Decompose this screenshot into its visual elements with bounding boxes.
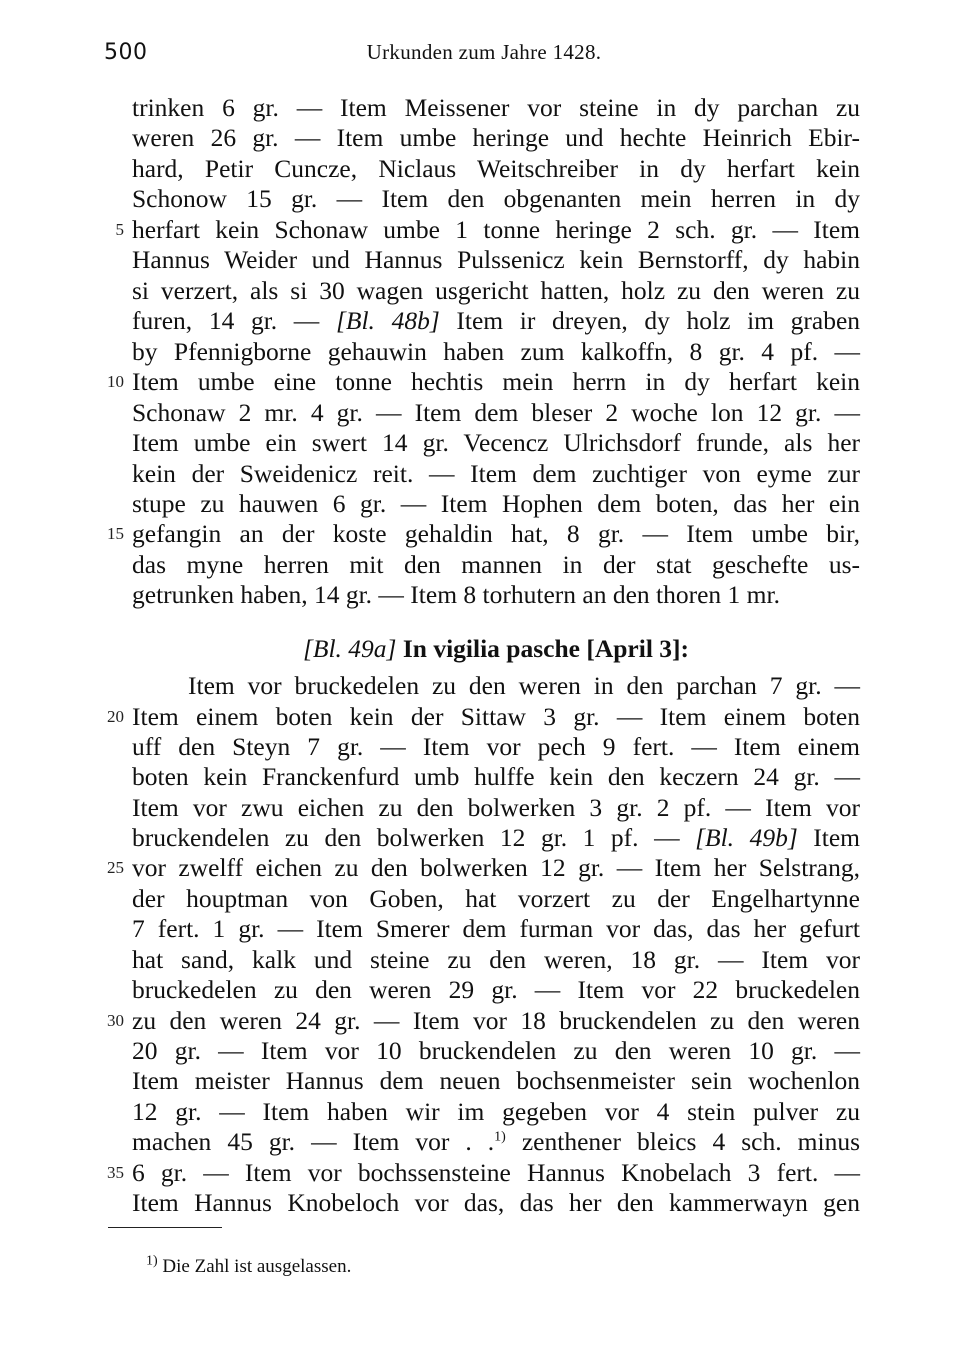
footnote	[146, 1254, 351, 1280]
line-number: 5	[115, 220, 124, 239]
line-number: 30	[107, 1011, 124, 1030]
text-line: Item einem boten kein der Sittaw 3 gr. — Item einem boten	[132, 702, 860, 731]
text-line	[132, 1127, 860, 1157]
line-number: 15	[107, 524, 124, 543]
footnote-text: Die Zahl ist ausgelassen.	[162, 1256, 352, 1277]
text-line: weren 26 gr. — Item umbe heringe und hechte Heinrich Ebir-	[132, 123, 860, 152]
text-line: boten kein Franckenfurd umb hulffe kein den keczern 24 gr. —	[132, 762, 860, 791]
text-line: Item umbe ein swert 14 gr. Vecencz Ulrichsdorf frunde, als her	[132, 428, 860, 457]
text-line: gefangin an der koste gehaldin hat, 8 gr. — Item umbe bir,	[132, 519, 860, 548]
text-line: der houptman von Goben, hat vorzert zu der Engelhartynne	[132, 884, 860, 913]
footnote-marker: 1)	[146, 1253, 158, 1269]
text-line: si verzert, als si 30 wagen usgericht hatten, holz zu den weren zu	[132, 276, 860, 305]
text-line: 12 gr. — Item haben wir im gegeben vor 4 stein pulver zu	[132, 1097, 860, 1126]
text-line: Hannus Weider und Hannus Pulssenicz kein Bernstorff, dy habin	[132, 245, 860, 274]
text-line: uff den Steyn 7 gr. — Item vor pech 9 fert. — Item einem	[132, 732, 860, 761]
text-line: hat sand, kalk und steine zu den weren, 18 gr. — Item vor	[132, 945, 860, 974]
text-line	[132, 306, 860, 336]
text-segment: bruckendelen zu den bolwerken 12 gr. 1 pf. —	[132, 823, 680, 852]
text-segment: Item	[813, 823, 860, 852]
text-line: 20 gr. — Item vor 10 bruckendelen zu den weren 10 gr. —	[132, 1036, 860, 1065]
text-line: Schonow 15 gr. — Item den obgenanten mein herren in dy	[132, 184, 860, 213]
text-line: Item vor zwu eichen zu den bolwerken 3 gr. 2 pf. — Item vor	[132, 793, 860, 822]
line-number: 10	[107, 372, 124, 391]
folio-reference: [Bl. 48b]	[335, 306, 440, 335]
text-line: Item umbe eine tonne hechtis mein herrn in dy herfart kein	[132, 367, 860, 396]
text-segment: Item ir dreyen, dy holz im graben	[456, 306, 861, 335]
text-line: Item vor bruckedelen zu den weren in den parchan 7 gr. —	[188, 671, 860, 700]
text-line: zu den weren 24 gr. — Item vor 18 bruckendelen zu den weren	[132, 1006, 860, 1035]
text-line: trinken 6 gr. — Item Meissener vor steine in dy parchan zu	[132, 93, 860, 122]
text-line: das myne herren mit den mannen in der stat geschefte us-	[132, 550, 860, 579]
text-line: getrunken haben, 14 gr. — Item 8 torhutern an den thoren 1 mr.	[132, 580, 780, 609]
folio-reference: [Bl. 49b]	[695, 823, 798, 852]
text-line	[132, 823, 860, 853]
footnote-marker: 1)	[494, 1129, 506, 1145]
text-line: 7 fert. 1 gr. — Item Smerer dem furman vor das, das her gefurt	[132, 914, 860, 943]
section-title: In vigilia pasche [April 3]:	[402, 634, 690, 663]
line-number: 25	[107, 858, 124, 877]
line-number: 35	[107, 1163, 124, 1182]
page-number: 500	[104, 40, 148, 65]
text-line: kein der Sweidenicz reit. — Item dem zuchtiger von eyme zur	[132, 459, 860, 488]
text-segment: furen, 14 gr. —	[132, 306, 320, 335]
text-line: stupe zu hauwen 6 gr. — Item Hophen dem boten, das her ein	[132, 489, 860, 518]
text-line: Item meister Hannus dem neuen bochsenmeister sein wochenlon	[132, 1066, 860, 1095]
text-line: herfart kein Schonaw umbe 1 tonne heringe 2 sch. gr. — Item	[132, 215, 860, 244]
text-line: Item Hannus Knobeloch vor das, das her den kammerwayn gen	[132, 1188, 860, 1217]
page-header	[104, 40, 864, 74]
text-line: bruckedelen zu den weren 29 gr. — Item vor 22 bruckedelen	[132, 975, 860, 1004]
line-number: 20	[107, 707, 124, 726]
text-segment: zenthener bleics 4 sch. minus	[521, 1127, 860, 1156]
footnote-divider	[108, 1227, 222, 1228]
text-line: vor zwelff eichen zu den bolwerken 12 gr. — Item her Selstrang,	[132, 853, 860, 882]
folio-reference: [Bl. 49a]	[302, 634, 397, 663]
text-line: 6 gr. — Item vor bochssensteine Hannus Knobelach 3 fert. —	[132, 1158, 860, 1187]
text-line: by Pfennigborne gehauwin haben zum kalkoffn, 8 gr. 4 pf. —	[132, 337, 860, 366]
text-line: Schonaw 2 mr. 4 gr. — Item dem bleser 2 woche lon 12 gr. —	[132, 398, 860, 427]
section-heading	[132, 634, 860, 664]
running-head: Urkunden zum Jahre 1428.	[366, 40, 602, 64]
text-segment: machen 45 gr. — Item vor . .	[132, 1127, 495, 1156]
text-line: hard, Petir Cuncze, Niclaus Weitschreiber in dy herfart kein	[132, 154, 860, 183]
